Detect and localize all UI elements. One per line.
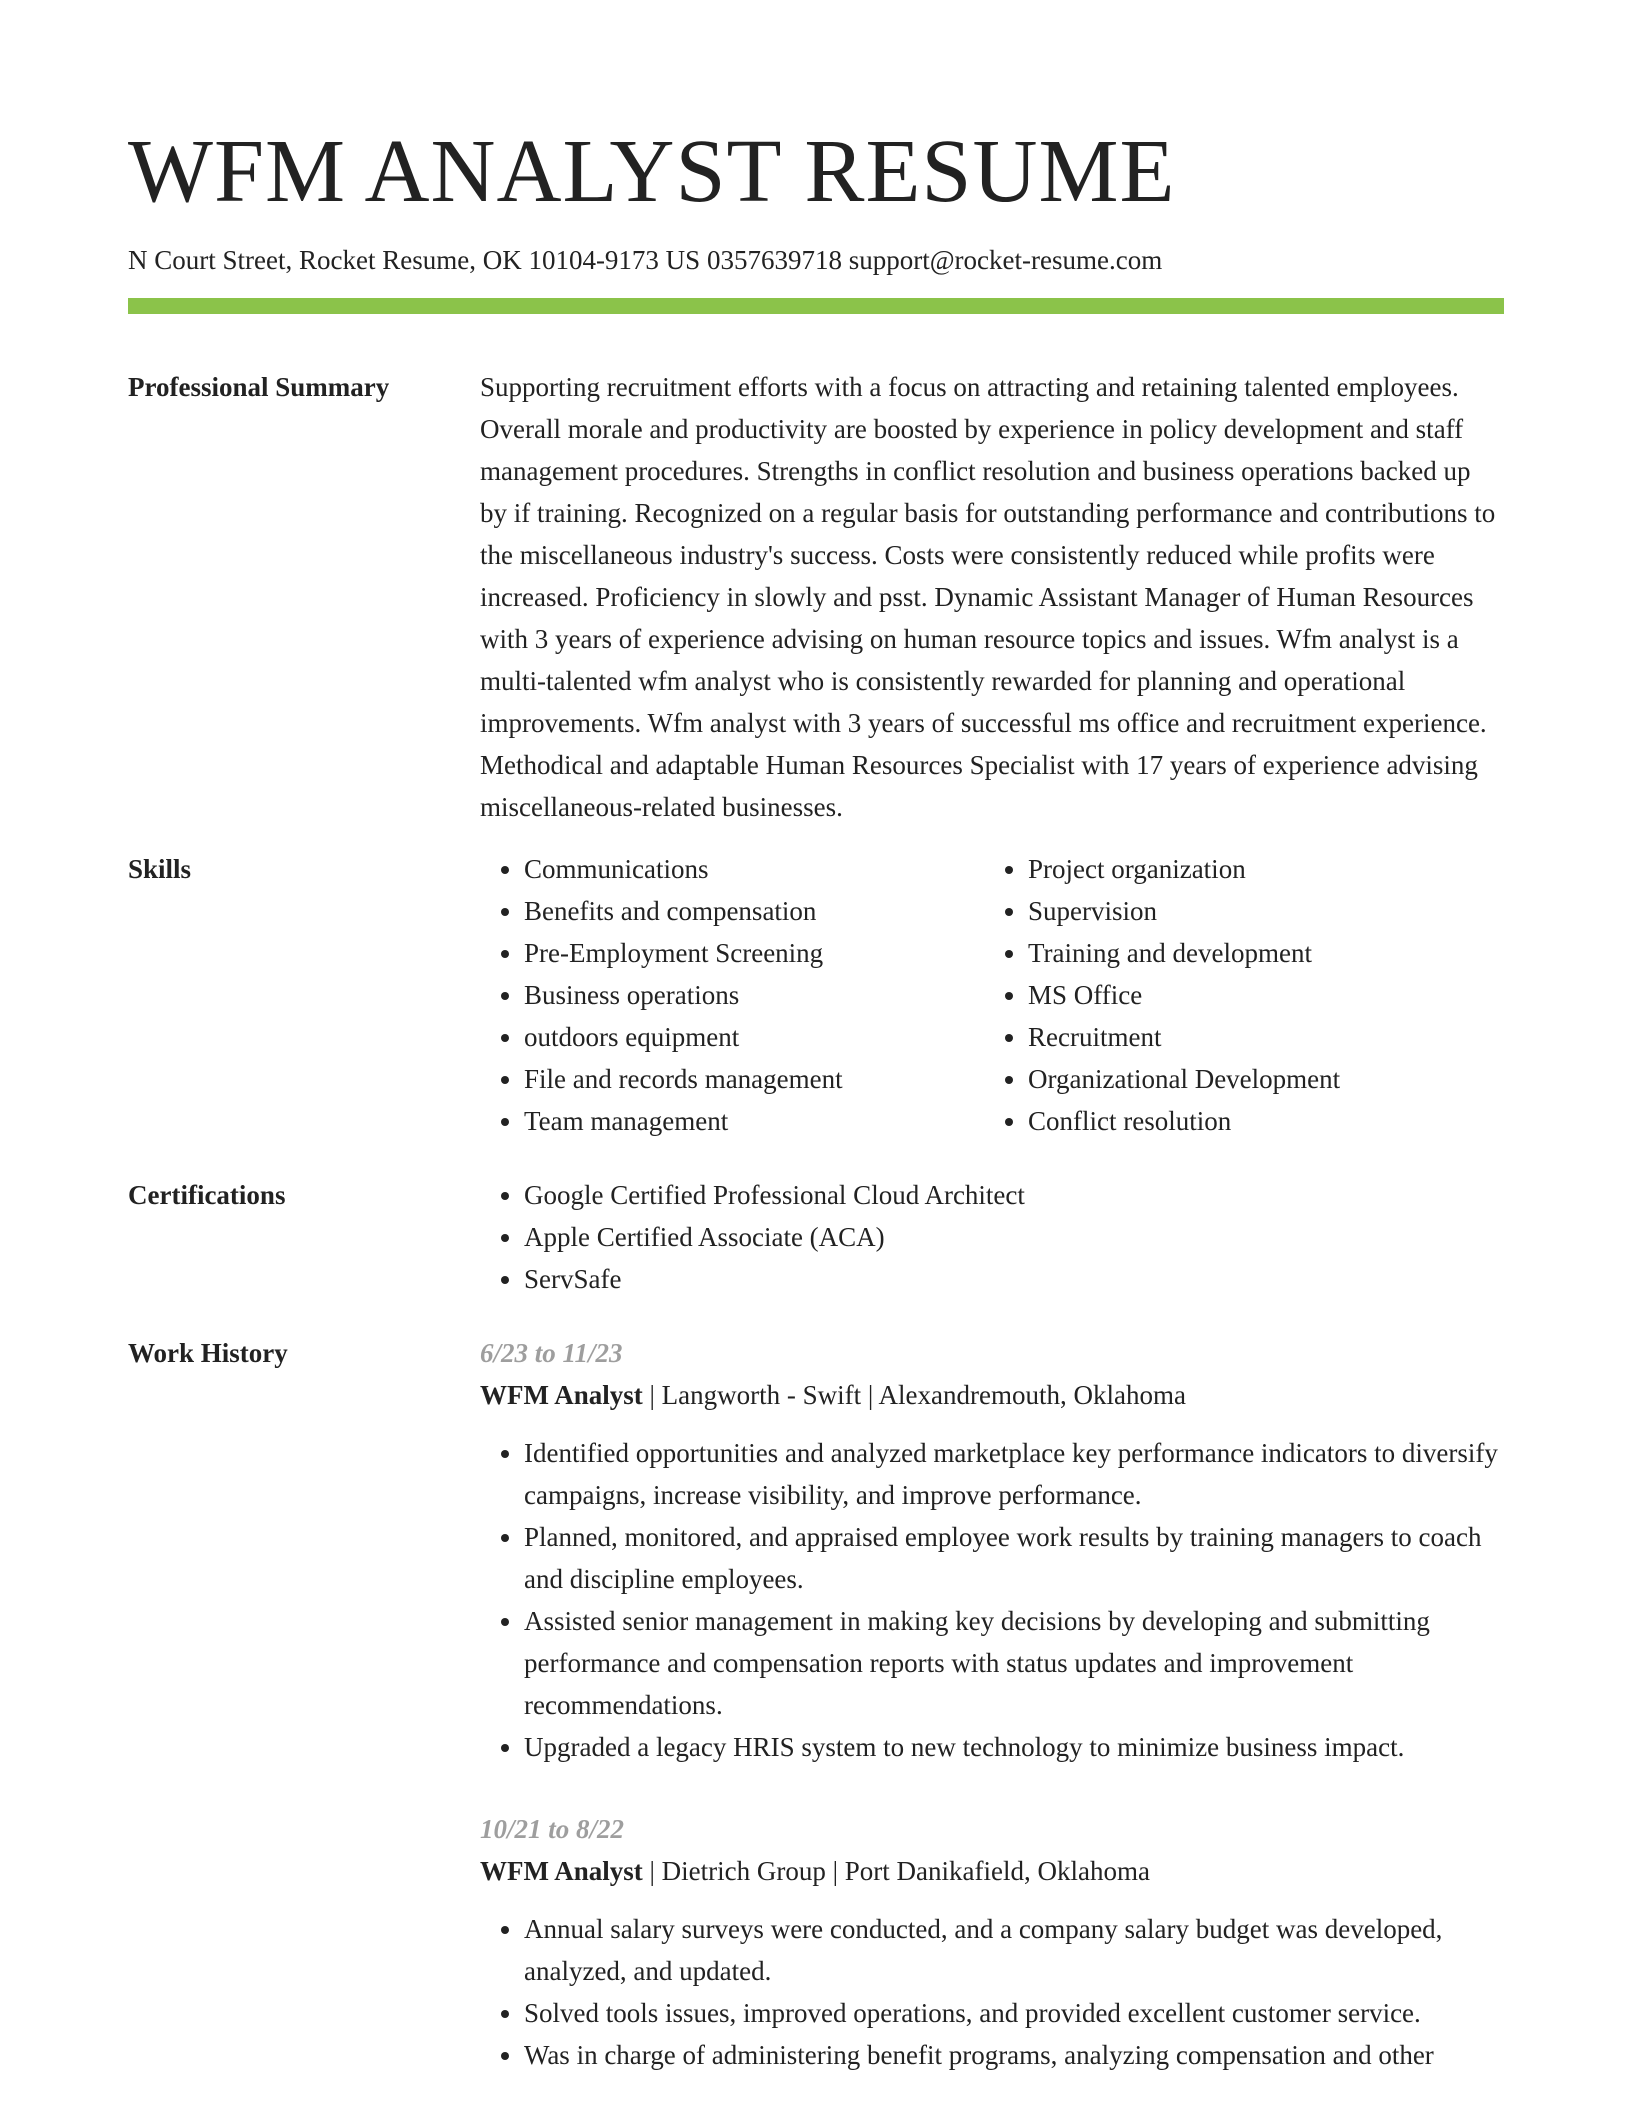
section-label-summary: Professional Summary [128,372,390,402]
skill-item: • Benefits and compensation [524,890,984,932]
job-dates: 6/23 to 11/23 [480,1338,623,1368]
skill-item: • Project organization [1028,848,1488,890]
skill-item: • Supervision [1028,890,1488,932]
certifications-section [128,1174,1504,1300]
certification-item: • ServSafe [524,1258,1504,1300]
skills-grid [480,848,1504,1142]
skill-item: • Communications [524,848,984,890]
skill-item: • Team management [524,1100,984,1142]
job-bullet: • Annual salary surveys were conducted, and a company salary budget was developed, analyzed, and updated. [524,1908,1504,1992]
work-history-section [128,1332,1504,2116]
skills-column-right [984,848,1488,1142]
contact-line: N Court Street, Rocket Resume, OK 10104-9173 US 0357639718 support@rocket-resume.com [128,245,1163,275]
job-bullet: • Planned, monitored, and appraised employee work results by training managers to coach and discipline employees. [524,1516,1504,1600]
section-label-skills: Skills [128,854,192,884]
certification-item: • Apple Certified Associate (ACA) [524,1216,1504,1258]
job-bullet: • Assisted senior management in making key decisions by developing and submitting performance and compensation reports with status updates and improvement recommendations. [524,1600,1504,1726]
job-title: WFM Analyst [480,1380,643,1410]
certifications-body [480,1174,1504,1300]
skill-item: • Business operations [524,974,984,1016]
skill-item: • Conflict resolution [1028,1100,1488,1142]
work-history-body [480,1332,1504,2116]
skill-item: • Organizational Development [1028,1058,1488,1100]
job-employer-location: | Dietrich Group | Port Danikafield, Oklahoma [642,1856,1150,1886]
job-bullet: • Solved tools issues, improved operations, and provided excellent customer service. [524,1992,1504,2034]
accent-divider [128,298,1504,314]
skill-item: • File and records management [524,1058,984,1100]
job-title: WFM Analyst [480,1856,643,1886]
job-entry [480,1808,1504,2076]
section-label-certifications: Certifications [128,1180,286,1210]
skill-item: • Pre-Employment Screening [524,932,984,974]
job-heading [480,1850,1504,1892]
skill-item: • Recruitment [1028,1016,1488,1058]
summary-text: Supporting recruitment efforts with a focus on attracting and retaining talented employees. Overall morale and productivity are boosted by experience in policy development and staff management procedures. Strengths in conflict resolution and business operations backed up by if training. Recognized on a regular basis for outstanding performance and contributions to the miscellaneous industry's success. Costs were consistently reduced while profits were increased. Proficiency in slowly and psst. Dynamic Assistant Manager of Human Resources with 3 years of experience advising on human resource topics and issues. Wfm analyst is a multi-talented wfm analyst who is consistently rewarded for planning and operational improvements. Wfm analyst with 3 years of successful ms office and recruitment experience. Methodical and adaptable Human Resources Specialist with 17 years of experience advising miscellaneous-related businesses. [480,372,1496,822]
skills-body [480,848,1504,1142]
skills-section [128,848,1504,1142]
certification-item: • Google Certified Professional Cloud Architect [524,1174,1504,1216]
job-bullet: • Upgraded a legacy HRIS system to new technology to minimize business impact. [524,1726,1504,1768]
summary-section [128,366,1504,828]
job-heading [480,1374,1504,1416]
section-label-work-history: Work History [128,1338,288,1368]
job-dates: 10/21 to 8/22 [480,1814,625,1844]
summary-body [480,366,1504,828]
job-bullet: • Identified opportunities and analyzed marketplace key performance indicators to diversify campaigns, increase visibility, and improve performance. [524,1432,1504,1516]
job-entry [480,1332,1504,1768]
job-employer-location: | Langworth - Swift | Alexandremouth, Oklahoma [642,1380,1186,1410]
skills-column-left [480,848,984,1142]
skill-item: • Training and development [1028,932,1488,974]
resume-title: WFM ANALYST RESUME [128,122,1176,221]
skill-item: • MS Office [1028,974,1488,1016]
skill-item: • outdoors equipment [524,1016,984,1058]
job-bullet: • Was in charge of administering benefit programs, analyzing compensation and other [524,2034,1504,2076]
